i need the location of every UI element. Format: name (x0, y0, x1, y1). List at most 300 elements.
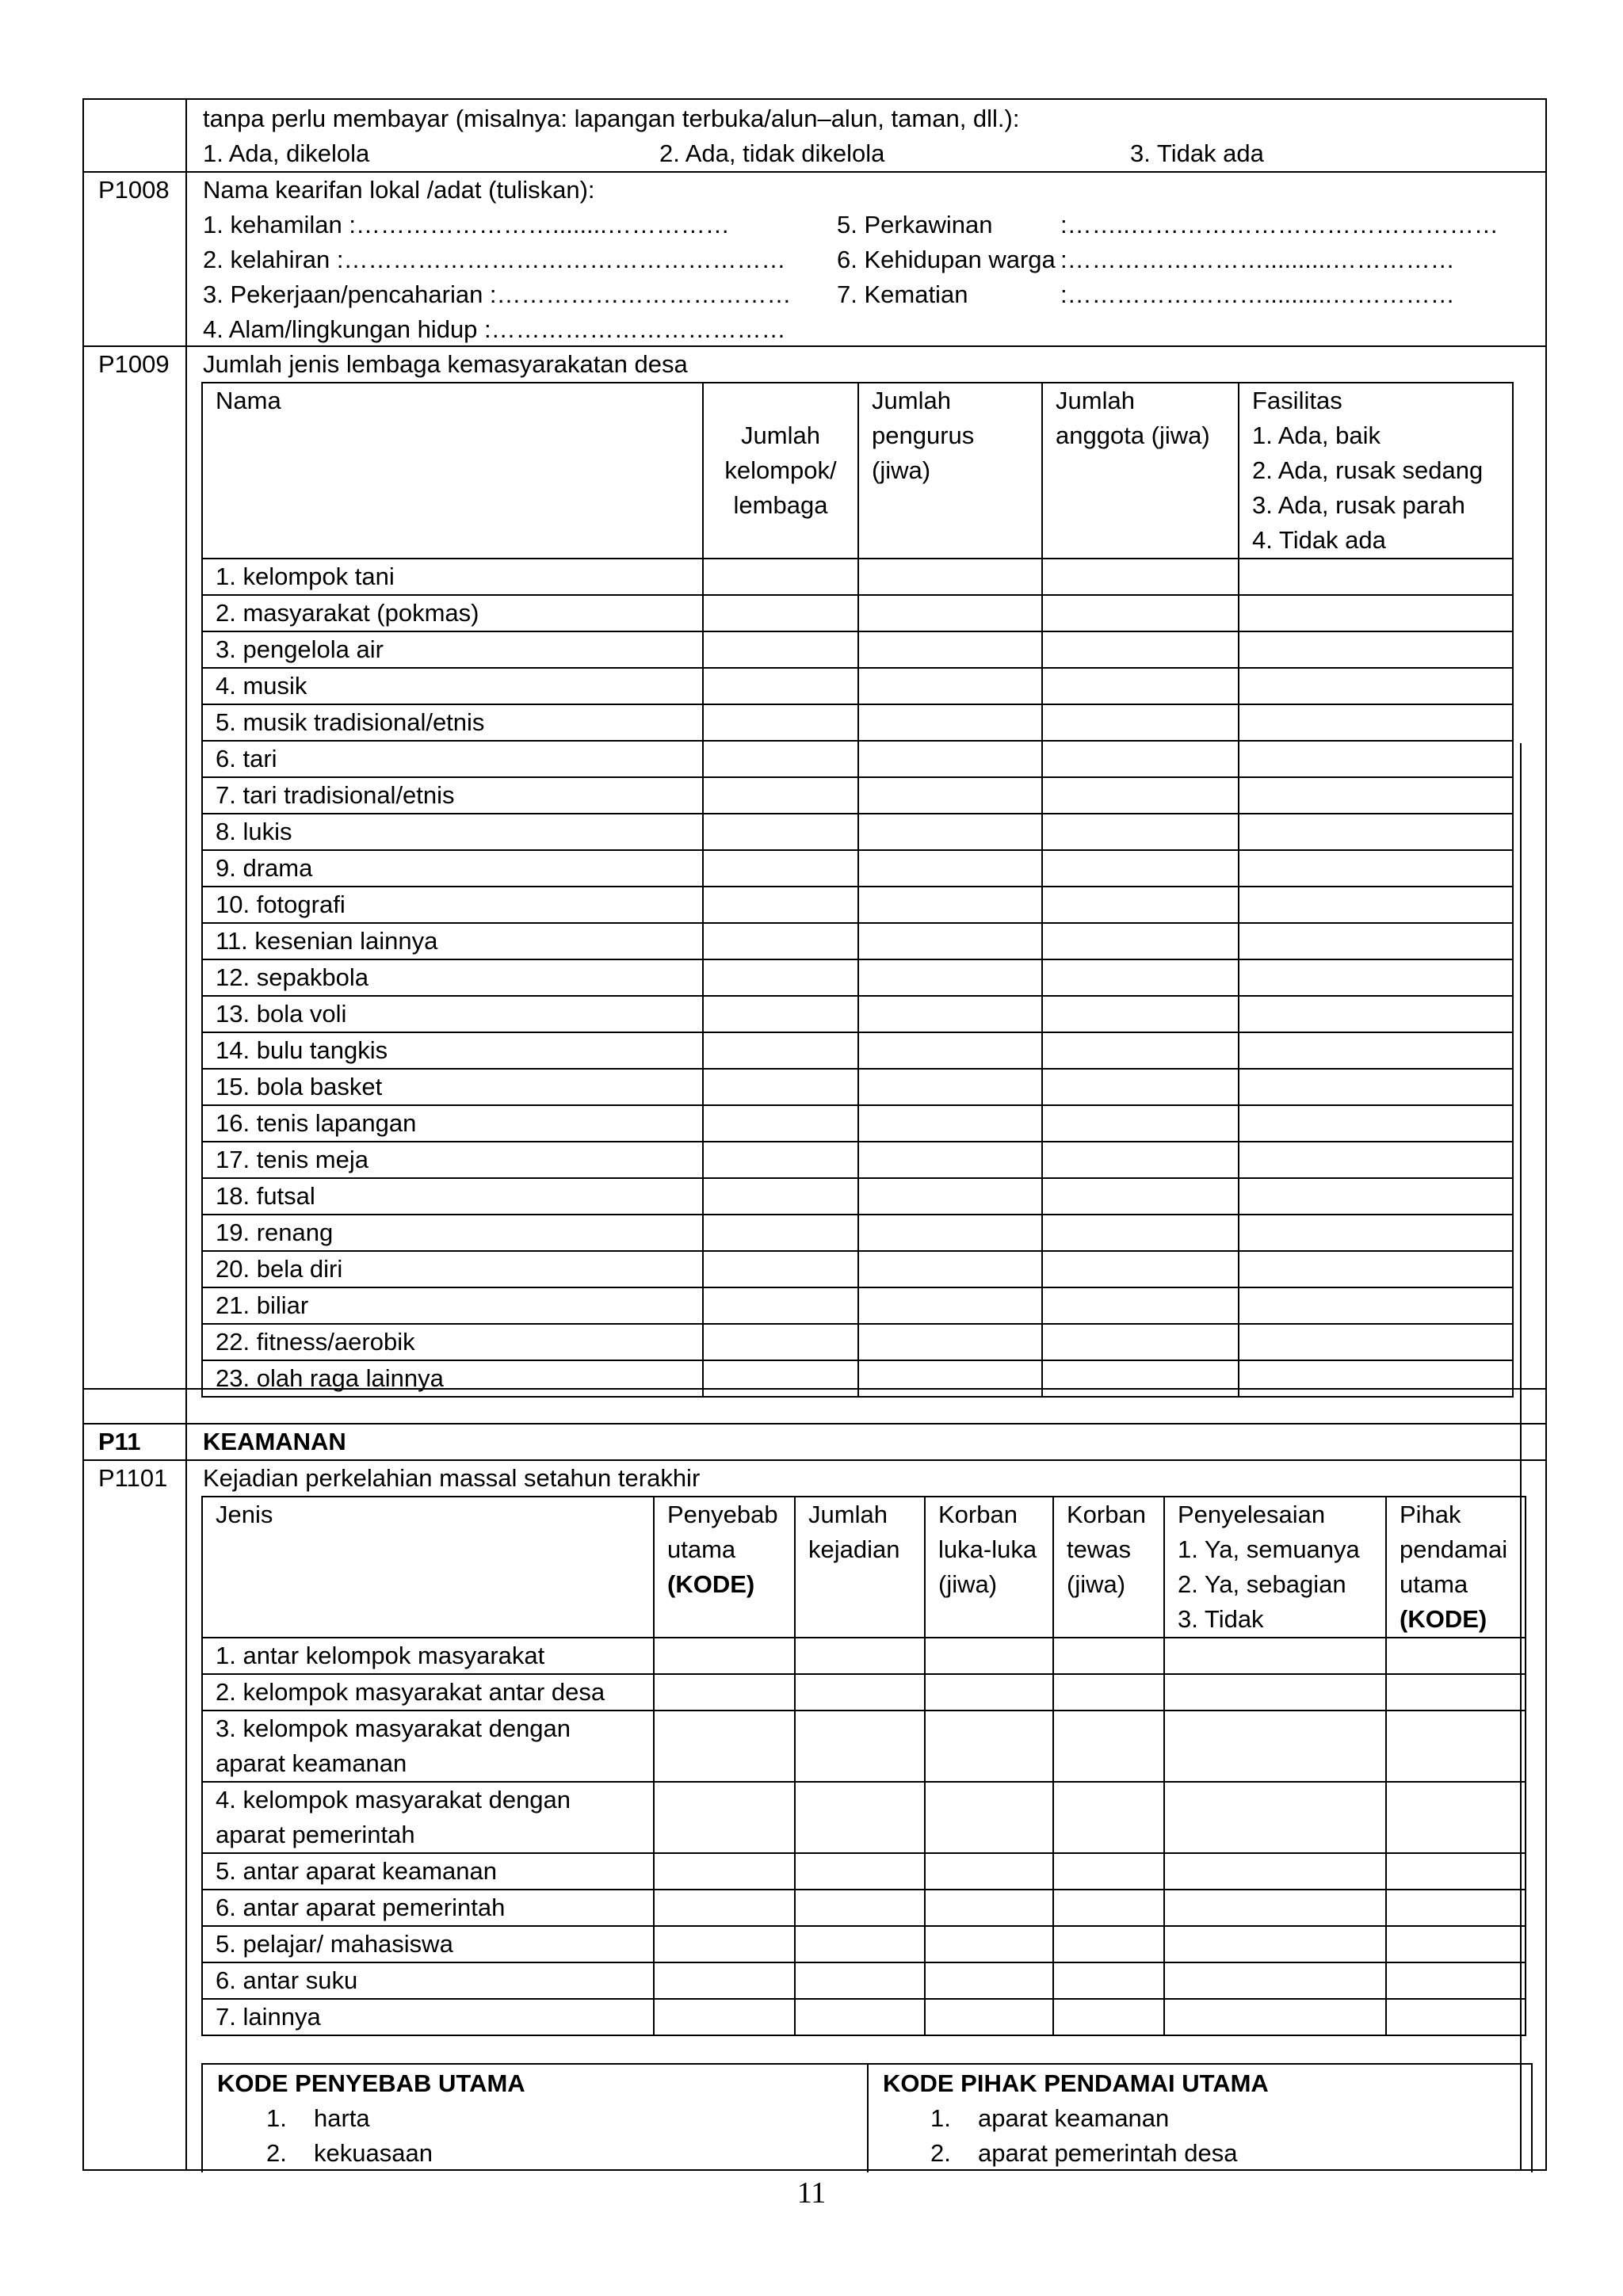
entry-cell[interactable] (795, 1853, 925, 1890)
header-line: Jumlah (741, 421, 820, 449)
entry-cell[interactable] (858, 1032, 1042, 1069)
table-row (202, 814, 1513, 850)
entry-cell[interactable] (1239, 1178, 1513, 1215)
entry-cell[interactable] (1042, 996, 1239, 1032)
table-row (202, 923, 1513, 959)
entry-cell[interactable] (1042, 704, 1239, 741)
entry-cell[interactable] (858, 923, 1042, 959)
entry-cell[interactable] (858, 1360, 1042, 1397)
entry-cell[interactable] (858, 559, 1042, 595)
header-line: Jumlah (808, 1501, 888, 1528)
kode-penyebab-title: KODE PENYEBAB UTAMA (217, 2069, 525, 2097)
kode-pendamai-1: aparat keamanan (978, 2104, 1170, 2132)
header-line: Pihak (1400, 1501, 1461, 1528)
header-fasilitas (1239, 383, 1513, 559)
row-label (202, 1674, 654, 1711)
table-row (202, 741, 1513, 777)
entry-cell[interactable] (1239, 777, 1513, 814)
entry-cell[interactable] (703, 777, 858, 814)
entry-cell[interactable] (1053, 1962, 1164, 1999)
entry-cell[interactable] (1053, 1638, 1164, 1674)
entry-cell[interactable] (858, 741, 1042, 777)
table-row (202, 1962, 1526, 1999)
p11-title: KEAMANAN (203, 1428, 346, 1455)
entry-cell[interactable] (703, 1178, 858, 1215)
table-row (202, 1032, 1513, 1069)
entry-cell[interactable] (703, 1215, 858, 1251)
entry-cell[interactable] (858, 1251, 1042, 1287)
entry-cell[interactable] (1042, 1142, 1239, 1178)
kode-penyebab-1-num: 1. (266, 2104, 287, 2132)
entry-cell[interactable] (1042, 595, 1239, 631)
entry-cell[interactable] (858, 704, 1042, 741)
entry-cell[interactable] (703, 814, 858, 850)
p1008-label-kematian: 7. Kematian (837, 280, 968, 308)
entry-cell[interactable] (1042, 631, 1239, 668)
header-line: Jumlah (872, 387, 951, 414)
p1008-code: P1008 (98, 176, 170, 204)
entry-cell[interactable] (654, 1711, 795, 1782)
header-pengurus (858, 383, 1042, 559)
row-label: 14. bulu tangkis (202, 1032, 703, 1069)
row-label-line: 7. lainnya (216, 2003, 321, 2031)
p1101-rows (202, 1638, 1526, 2035)
entry-cell[interactable] (1164, 1782, 1386, 1853)
table-row (202, 1926, 1526, 1962)
p1008-field-kehamilan[interactable]: 1. kehamilan :……………………........…………… (203, 211, 730, 238)
entry-cell[interactable] (1386, 1782, 1526, 1853)
row-label-line: aparat pemerintah (216, 1821, 415, 1848)
header-jumlah-kelompok (703, 383, 858, 559)
p1008-field-kehidupan-warga[interactable]: :……………………..........…………… (1060, 246, 1455, 273)
entry-cell[interactable] (703, 704, 858, 741)
row-label: 3. pengelola air (202, 631, 703, 668)
table-row (202, 668, 1513, 704)
header-nama: Nama (202, 383, 703, 559)
p1009-title: Jumlah jenis lembaga kemasyarakatan desa (203, 350, 688, 378)
entry-cell[interactable] (1053, 1890, 1164, 1926)
entry-cell[interactable] (1042, 1069, 1239, 1105)
entry-cell[interactable] (925, 1926, 1053, 1962)
row-label-line: 2. kelompok masyarakat antar desa (216, 1678, 605, 1706)
entry-cell[interactable] (1042, 1215, 1239, 1251)
header-line: kelompok/ (724, 456, 837, 484)
entry-cell[interactable] (1239, 741, 1513, 777)
table-row (202, 777, 1513, 814)
entry-cell[interactable] (703, 1032, 858, 1069)
entry-cell[interactable] (703, 741, 858, 777)
entry-cell[interactable] (1239, 887, 1513, 923)
row-label: 22. fitness/aerobik (202, 1324, 703, 1360)
kode-pendamai-2-num: 2. (930, 2139, 951, 2167)
entry-cell[interactable] (703, 1360, 858, 1397)
entry-cell[interactable] (1239, 595, 1513, 631)
entry-cell[interactable] (925, 1711, 1053, 1782)
header-jenis: Jenis (202, 1497, 654, 1638)
row-label-line: 6. antar aparat pemerintah (216, 1894, 506, 1921)
entry-cell[interactable] (703, 559, 858, 595)
entry-cell[interactable] (1042, 1178, 1239, 1215)
p1009-rows (202, 559, 1513, 1397)
row-label (202, 1890, 654, 1926)
entry-cell[interactable] (858, 1069, 1042, 1105)
entry-cell[interactable] (925, 1674, 1053, 1711)
entry-cell[interactable] (925, 1853, 1053, 1890)
table-row (202, 1142, 1513, 1178)
entry-cell[interactable] (1386, 1926, 1526, 1962)
entry-cell[interactable] (1042, 559, 1239, 595)
entry-cell[interactable] (1164, 1999, 1386, 2035)
row-label (202, 1853, 654, 1890)
p1007-continued-text: tanpa perlu membayar (misalnya: lapangan terbuka/alun–alun, taman, dll.): (203, 105, 1020, 132)
table-row (202, 1287, 1513, 1324)
entry-cell[interactable] (1239, 996, 1513, 1032)
row-label: 7. tari tradisional/etnis (202, 777, 703, 814)
entry-cell[interactable] (703, 595, 858, 631)
entry-cell[interactable] (1042, 923, 1239, 959)
table-row (202, 1638, 1526, 1674)
row-label-line: 3. kelompok masyarakat dengan (216, 1714, 571, 1742)
table-row (202, 595, 1513, 631)
table-row (202, 1999, 1526, 2035)
entry-cell[interactable] (1053, 1674, 1164, 1711)
table-row (202, 1178, 1513, 1215)
entry-cell[interactable] (1042, 887, 1239, 923)
header-line: kejadian (808, 1535, 900, 1563)
row-label (202, 1962, 654, 1999)
table-row (202, 1251, 1513, 1287)
entry-cell[interactable] (703, 1142, 858, 1178)
entry-cell[interactable] (1053, 1782, 1164, 1853)
table-row (202, 1782, 1526, 1853)
entry-cell[interactable] (1042, 668, 1239, 704)
kode-penyebab-2-num: 2. (266, 2139, 287, 2167)
row-label-line: 5. antar aparat keamanan (216, 1857, 498, 1885)
entry-cell[interactable] (795, 1674, 925, 1711)
header-line: Korban (938, 1501, 1018, 1528)
header-line: luka-luka (938, 1535, 1037, 1563)
p1008-field-kelahiran[interactable]: 2. kelahiran :……………………………………………… (203, 246, 786, 273)
row-label: 16. tenis lapangan (202, 1105, 703, 1142)
entry-cell[interactable] (1164, 1853, 1386, 1890)
entry-cell[interactable] (1386, 1674, 1526, 1711)
entry-cell[interactable] (1042, 814, 1239, 850)
header-line: pendamai (1400, 1535, 1508, 1563)
entry-cell[interactable] (703, 959, 858, 996)
entry-cell[interactable] (1239, 1069, 1513, 1105)
header-line: 3. Tidak (1178, 1605, 1264, 1633)
row-label-line: aparat keamanan (216, 1749, 407, 1777)
row-label (202, 1782, 654, 1853)
row-label-line: 4. kelompok masyarakat dengan (216, 1786, 571, 1814)
entry-cell[interactable] (654, 1962, 795, 1999)
p1009-table (201, 382, 1514, 1398)
entry-cell[interactable] (1239, 1251, 1513, 1287)
entry-cell[interactable] (925, 1999, 1053, 2035)
header-line: tewas (1067, 1535, 1131, 1563)
table-row (202, 1674, 1526, 1711)
row-label-line: 1. antar kelompok masyarakat (216, 1642, 545, 1669)
table-row (202, 1853, 1526, 1890)
row-label (202, 1711, 654, 1782)
entry-cell[interactable] (703, 887, 858, 923)
entry-cell[interactable] (1239, 668, 1513, 704)
header-korban-luka (925, 1497, 1053, 1638)
code-column-divider (185, 100, 187, 2169)
p1101-header-row (202, 1497, 1526, 1638)
entry-cell[interactable] (703, 1069, 858, 1105)
row-label: 8. lukis (202, 814, 703, 850)
entry-cell[interactable] (1042, 1251, 1239, 1287)
entry-cell[interactable] (1164, 1674, 1386, 1711)
header-line: Korban (1067, 1501, 1146, 1528)
entry-cell[interactable] (1042, 959, 1239, 996)
entry-cell[interactable] (1386, 1890, 1526, 1926)
row-label (202, 1926, 654, 1962)
entry-cell[interactable] (1239, 704, 1513, 741)
entry-cell[interactable] (858, 631, 1042, 668)
entry-cell[interactable] (1239, 1287, 1513, 1324)
header-korban-tewas (1053, 1497, 1164, 1638)
header-jumlah-kejadian (795, 1497, 925, 1638)
entry-cell[interactable] (1164, 1890, 1386, 1926)
header-penyelesaian (1164, 1497, 1386, 1638)
kode-penyebab-2: kekuasaan (314, 2139, 433, 2167)
entry-cell[interactable] (1042, 741, 1239, 777)
entry-cell[interactable] (654, 1853, 795, 1890)
entry-cell[interactable] (1164, 1711, 1386, 1782)
form-sheet (82, 98, 1547, 2171)
p1008-field-perkawinan[interactable]: :……..……………………………………… (1060, 211, 1499, 238)
header-line: 1. Ada, baik (1252, 421, 1381, 449)
p1009-code: P1009 (98, 350, 170, 378)
entry-cell[interactable] (858, 1142, 1042, 1178)
entry-cell[interactable] (795, 1962, 925, 1999)
table-row (202, 1069, 1513, 1105)
kode-pendamai-title: KODE PIHAK PENDAMAI UTAMA (883, 2069, 1269, 2097)
entry-cell[interactable] (858, 1215, 1042, 1251)
header-line: Fasilitas (1252, 387, 1342, 414)
header-line: pengurus (872, 421, 975, 449)
entry-cell[interactable] (1386, 1853, 1526, 1890)
header-line: (KODE) (1400, 1605, 1487, 1633)
row-label: 15. bola basket (202, 1069, 703, 1105)
row-label: 18. futsal (202, 1178, 703, 1215)
entry-cell[interactable] (925, 1782, 1053, 1853)
entry-cell[interactable] (858, 887, 1042, 923)
table-row (202, 1711, 1526, 1782)
header-line: lembaga (733, 491, 828, 519)
p1007-option-2: 2. Ada, tidak dikelola (659, 139, 885, 167)
entry-cell[interactable] (1239, 923, 1513, 959)
row-label: 1. kelompok tani (202, 559, 703, 595)
header-line: Jumlah (1056, 387, 1135, 414)
kode-penyebab-1: harta (314, 2104, 370, 2132)
entry-cell[interactable] (1042, 1032, 1239, 1069)
row-label-line: 5. pelajar/ mahasiswa (216, 1930, 453, 1958)
header-line: anggota (jiwa) (1056, 421, 1210, 449)
p1101-title: Kejadian perkelahian massal setahun terakhir (203, 1464, 701, 1492)
entry-cell[interactable] (1386, 1962, 1526, 1999)
row-label: 9. drama (202, 850, 703, 887)
header-pihak-pendamai (1386, 1497, 1526, 1638)
p1101-code: P1101 (98, 1464, 168, 1492)
entry-cell[interactable] (1386, 1711, 1526, 1782)
entry-cell[interactable] (703, 850, 858, 887)
entry-cell[interactable] (925, 1962, 1053, 1999)
header-line: 2. Ya, sebagian (1178, 1570, 1346, 1598)
entry-cell[interactable] (1239, 631, 1513, 668)
entry-cell[interactable] (858, 1105, 1042, 1142)
table-row (202, 996, 1513, 1032)
p1007-option-1: 1. Ada, dikelola (203, 139, 370, 167)
entry-cell[interactable] (795, 1999, 925, 2035)
header-line: Penyelesaian (1178, 1501, 1326, 1528)
header-line: (jiwa) (872, 456, 931, 484)
entry-cell[interactable] (858, 814, 1042, 850)
entry-cell[interactable] (703, 1251, 858, 1287)
entry-cell[interactable] (703, 1287, 858, 1324)
entry-cell[interactable] (858, 1178, 1042, 1215)
entry-cell[interactable] (1042, 850, 1239, 887)
entry-cell[interactable] (858, 996, 1042, 1032)
entry-cell[interactable] (795, 1711, 925, 1782)
kode-pendamai-2: aparat pemerintah desa (978, 2139, 1238, 2167)
entry-cell[interactable] (654, 1999, 795, 2035)
entry-cell[interactable] (1239, 959, 1513, 996)
header-line: 3. Ada, rusak parah (1252, 491, 1465, 519)
row-label: 5. musik tradisional/etnis (202, 704, 703, 741)
p1008-label-perkawinan: 5. Perkawinan (837, 211, 993, 238)
entry-cell[interactable] (654, 1782, 795, 1853)
p1008-field-pekerjaan[interactable]: 3. Pekerjaan/pencaharian :……………………………… (203, 280, 792, 308)
header-anggota (1042, 383, 1239, 559)
entry-cell[interactable] (1053, 1711, 1164, 1782)
entry-cell[interactable] (1164, 1926, 1386, 1962)
row-label: 10. fotografi (202, 887, 703, 923)
entry-cell[interactable] (1239, 1215, 1513, 1251)
table-row (202, 959, 1513, 996)
header-line: 4. Tidak ada (1252, 526, 1386, 554)
entry-cell[interactable] (654, 1890, 795, 1926)
p1008-title: Nama kearifan lokal /adat (tuliskan): (203, 176, 595, 204)
entry-cell[interactable] (1239, 1032, 1513, 1069)
p1008-field-alam[interactable]: 4. Alam/lingkungan hidup :……………………………… (203, 315, 786, 343)
row-label: 4. musik (202, 668, 703, 704)
entry-cell[interactable] (1042, 1105, 1239, 1142)
entry-cell[interactable] (925, 1638, 1053, 1674)
entry-cell[interactable] (1042, 1324, 1239, 1360)
entry-cell[interactable] (703, 996, 858, 1032)
entry-cell[interactable] (703, 1105, 858, 1142)
entry-cell[interactable] (1239, 1360, 1513, 1397)
table-row (202, 1105, 1513, 1142)
header-line: utama (667, 1535, 736, 1563)
entry-cell[interactable] (795, 1890, 925, 1926)
table-row (202, 631, 1513, 668)
entry-cell[interactable] (1239, 559, 1513, 595)
entry-cell[interactable] (1042, 1287, 1239, 1324)
row-label: 23. olah raga lainnya (202, 1360, 703, 1397)
entry-cell[interactable] (1053, 1926, 1164, 1962)
entry-cell[interactable] (858, 777, 1042, 814)
table-row (202, 1215, 1513, 1251)
row-label-line: 6. antar suku (216, 1966, 358, 1994)
entry-cell[interactable] (1042, 777, 1239, 814)
entry-cell[interactable] (925, 1890, 1053, 1926)
entry-cell[interactable] (795, 1926, 925, 1962)
entry-cell[interactable] (1053, 1853, 1164, 1890)
header-penyebab (654, 1497, 795, 1638)
p11-code: P11 (98, 1428, 141, 1455)
entry-cell[interactable] (1053, 1999, 1164, 2035)
entry-cell[interactable] (858, 1324, 1042, 1360)
p1008-field-kematian[interactable]: :……………………..........…………… (1060, 280, 1455, 308)
code-legend-box (201, 2063, 1533, 2172)
p1009-header-row (202, 383, 1513, 559)
entry-cell[interactable] (858, 959, 1042, 996)
header-line: Penyebab (667, 1501, 778, 1528)
row-label: 11. kesenian lainnya (202, 923, 703, 959)
entry-cell[interactable] (1164, 1638, 1386, 1674)
header-line: utama (1400, 1570, 1468, 1598)
p1008-label-kehidupan-warga: 6. Kehidupan warga (837, 246, 1056, 273)
row-label: 2. masyarakat (pokmas) (202, 595, 703, 631)
entry-cell[interactable] (858, 595, 1042, 631)
entry-cell[interactable] (1386, 1638, 1526, 1674)
table-row (202, 1324, 1513, 1360)
p1101-table (201, 1496, 1526, 2036)
table-row (202, 850, 1513, 887)
entry-cell[interactable] (1239, 1142, 1513, 1178)
header-line: 2. Ada, rusak sedang (1252, 456, 1484, 484)
entry-cell[interactable] (654, 1638, 795, 1674)
header-line: (jiwa) (1067, 1570, 1126, 1598)
header-line: 1. Ya, semuanya (1178, 1535, 1360, 1563)
row-label: 20. bela diri (202, 1251, 703, 1287)
code-legend-divider (867, 2065, 869, 2172)
entry-cell[interactable] (1164, 1962, 1386, 1999)
entry-cell[interactable] (1239, 1105, 1513, 1142)
entry-cell[interactable] (1239, 1324, 1513, 1360)
entry-cell[interactable] (654, 1674, 795, 1711)
entry-cell[interactable] (795, 1782, 925, 1853)
entry-cell[interactable] (703, 631, 858, 668)
entry-cell[interactable] (1239, 850, 1513, 887)
entry-cell[interactable] (1239, 814, 1513, 850)
table-row (202, 704, 1513, 741)
p1007-option-3: 3. Tidak ada (1130, 139, 1264, 167)
entry-cell[interactable] (858, 1287, 1042, 1324)
entry-cell[interactable] (858, 850, 1042, 887)
kode-pendamai-1-num: 1. (930, 2104, 951, 2132)
table-row (202, 559, 1513, 595)
entry-cell[interactable] (795, 1638, 925, 1674)
entry-cell[interactable] (654, 1926, 795, 1962)
row-label: 6. tari (202, 741, 703, 777)
entry-cell[interactable] (1042, 1360, 1239, 1397)
entry-cell[interactable] (703, 1324, 858, 1360)
row-label: 13. bola voli (202, 996, 703, 1032)
entry-cell[interactable] (858, 668, 1042, 704)
row-label (202, 1999, 654, 2035)
entry-cell[interactable] (703, 923, 858, 959)
entry-cell[interactable] (703, 668, 858, 704)
row-label (202, 1638, 654, 1674)
row-label: 19. renang (202, 1215, 703, 1251)
entry-cell[interactable] (1386, 1999, 1526, 2035)
table-row (202, 1360, 1513, 1397)
